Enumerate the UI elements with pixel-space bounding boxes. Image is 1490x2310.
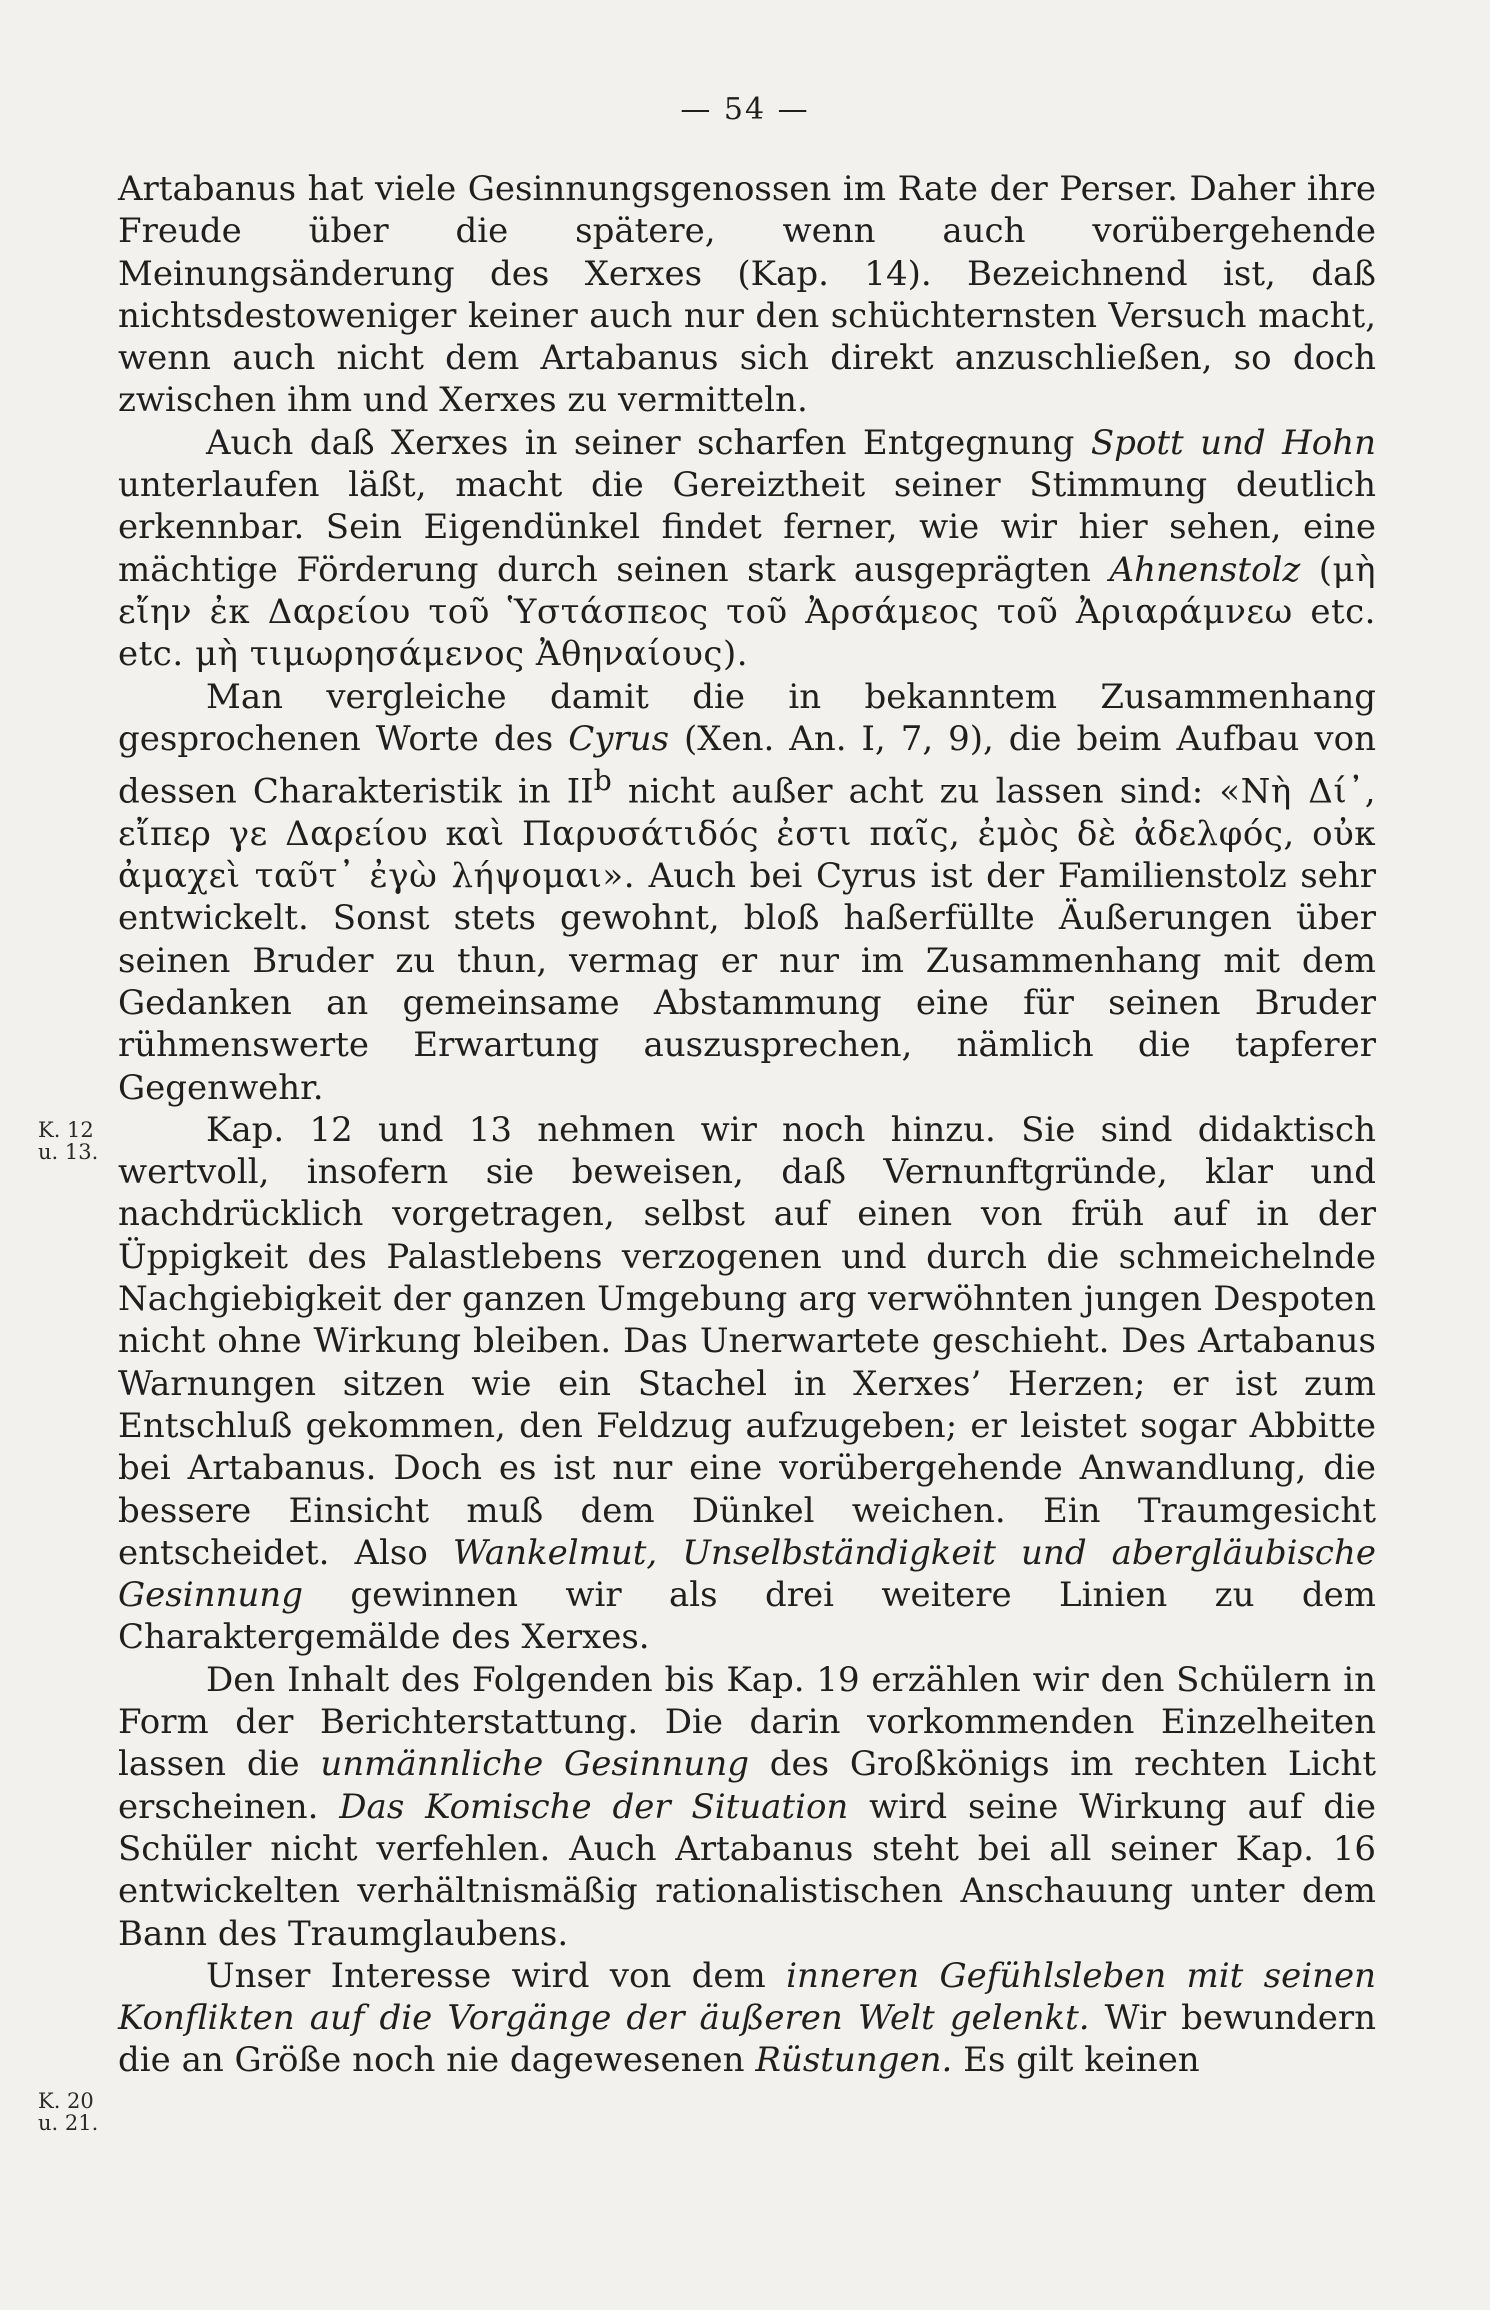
text-run: des Großkönigs im rechten Licht erscheinen. (118, 1744, 1376, 1827)
paragraph-spott-und-hohn (118, 422, 1376, 676)
margin-note-kap-20-21 (38, 2090, 98, 2134)
emphasis-wankelmut: Wankelmut, Unselbständigkeit und abergläubische Gesinnung (118, 1532, 1376, 1616)
body-text (118, 168, 1376, 2082)
emphasis-komische-situation: Das Komische der Situation (339, 1786, 849, 1827)
text-run: Kap. 12 und 13 nehmen wir noch hinzu. Sie sind didaktisch wertvoll, insofern sie beweisen, daß Vernunftgründe, klar und nachdrücklich vorgetragen, selbst auf einen von früh auf in der Üppigkeit des Palastlebens verzogenen und durch die schmeichelnde Nachgiebigkeit der ganzen Umgebung arg verwöhnten jungen Despoten nicht ohne Wirkung bleiben. Das Unerwartete geschieht. Des Artabanus Warnungen sitzen wie ein Stachel in Xerxes’ Herzen; er ist zum Entschluß gekommen, den Feldzug aufzugeben; er leistet sogar Abbitte bei Artabanus. Doch es ist nur eine vorübergehende Anwandlung, die bessere Einsicht muß dem Dünkel weichen. Ein Traumgesicht entscheidet. Also (118, 1109, 1376, 1573)
margin-note-line: u. 13. (38, 1140, 99, 1164)
emphasis-ruestungen: Rüstungen. (755, 2040, 953, 2081)
superscript-b: b (593, 764, 612, 798)
paragraph-kap-12-13 (118, 1109, 1376, 1659)
text-run: gewinnen wir als drei weitere Linien zu dem Charaktergemälde des Xerxes. (118, 1575, 1376, 1658)
paragraph-cyrus-vergleich (118, 676, 1376, 1109)
emphasis-gefuehlsleben: inneren Gefühlsleben mit seinen Konflikten auf die Vorgänge der äußeren Welt gelenkt. (118, 1955, 1376, 2039)
text-run: wird seine Wirkung auf die Schüler nicht verfehlen. Auch Artabanus steht bei all seiner Kap. 16 entwickelten verhältnismäßig rationalistischen Anschauung unter dem Bann des Traumglaubens. (118, 1786, 1376, 1954)
text-run: nicht außer acht zu lassen sind: (611, 771, 1220, 812)
emphasis-cyrus: Cyrus (568, 718, 670, 759)
text-run: unterlaufen läßt, macht die Gereiztheit seiner Stimmung deutlich erkennbar. Sein Eigendünkel findet ferner, wie wir hier sehen, eine mächtige Förderung durch seinen stark ausgeprägten (118, 465, 1376, 590)
text-run: Auch bei Cyrus ist der Familienstolz sehr entwickelt. Sonst stets gewohnt, bloß haßerfüllte Äußerungen über seinen Bruder zu thun, vermag er nur im Zusammenhang mit dem Gedanken an gemeinsame Abstammung eine für seinen Bruder rühmenswerte Erwartung auszusprechen, nämlich die tapferer Gegenwehr. (118, 856, 1376, 1108)
text-run: Auch daß Xerxes in seiner scharfen Entgegnung (206, 422, 1091, 463)
paragraph-artabanus-gesinnungsgenossen (118, 168, 1376, 422)
margin-note-line: K. 12 (38, 1118, 94, 1142)
text-run: Unser Interesse wird von dem (206, 1955, 787, 1996)
margin-note-line: K. 20 (38, 2089, 94, 2113)
text-run: Man vergleiche damit die in bekanntem Zusammenhang gesprochenen Worte des (118, 676, 1376, 759)
margin-note-kap-12-13 (38, 1119, 98, 1163)
page-number: — 54 — (680, 92, 810, 127)
paragraph-text: Artabanus hat viele Gesinnungsgenossen im Rate der Perser. Daher ihre Freude über die spätere, wenn auch vorübergehende Meinungsänderung des Xerxes (Kap. 14). Bezeichnend ist, daß nichtsdestoweniger keiner auch nur den schüchternsten Versuch macht, wenn auch nicht dem Artabanus sich direkt anzuschließen, so doch zwischen ihm und Xerxes zu vermitteln. (118, 169, 1376, 421)
emphasis-ahnenstolz: Ahnenstolz (1109, 549, 1301, 590)
emphasis-unmaennliche-gesinnung: unmännliche Gesinnung (320, 1744, 749, 1785)
text-run: Es gilt keinen (952, 2040, 1200, 2081)
greek-quotation: «Νὴ Δί᾽, εἴπερ γε Δαρείου καὶ Παρυσάτιδός ἐστι παῖς, ἐμὸς δὲ ἀδελφός, οὐκ ἀμαχεὶ ταῦτ᾽ ἐγὼ λήψομαι». (118, 771, 1377, 897)
text-run: Den Inhalt des Folgenden bis Kap. 19 erzählen wir den Schülern in Form der Berichterstattung. Die darin vorkommenden Einzelheiten lassen die (118, 1659, 1376, 1785)
margin-note-line: u. 21. (38, 2111, 99, 2135)
text-run: (Xen. An. I, 7, 9), die beim Aufbau von dessen Charakteristik in II (118, 718, 1377, 812)
text-run: Wir bewundern die an Größe noch nie dagewesenen (118, 1998, 1376, 2081)
emphasis-spott-und-hohn: Spott und Hohn (1090, 422, 1376, 463)
greek-quotation: (μὴ εἴην ἐκ Δαρείου τοῦ Ὑστάσπεος τοῦ Ἀρσάμεος τοῦ Ἀριαράμνεω etc. etc. μὴ τιμωρησάμενος Ἀθηναίους). (118, 549, 1377, 675)
paragraph-bis-kap-19 (118, 1659, 1376, 1955)
paragraph-kap-20-21 (118, 1955, 1376, 2082)
